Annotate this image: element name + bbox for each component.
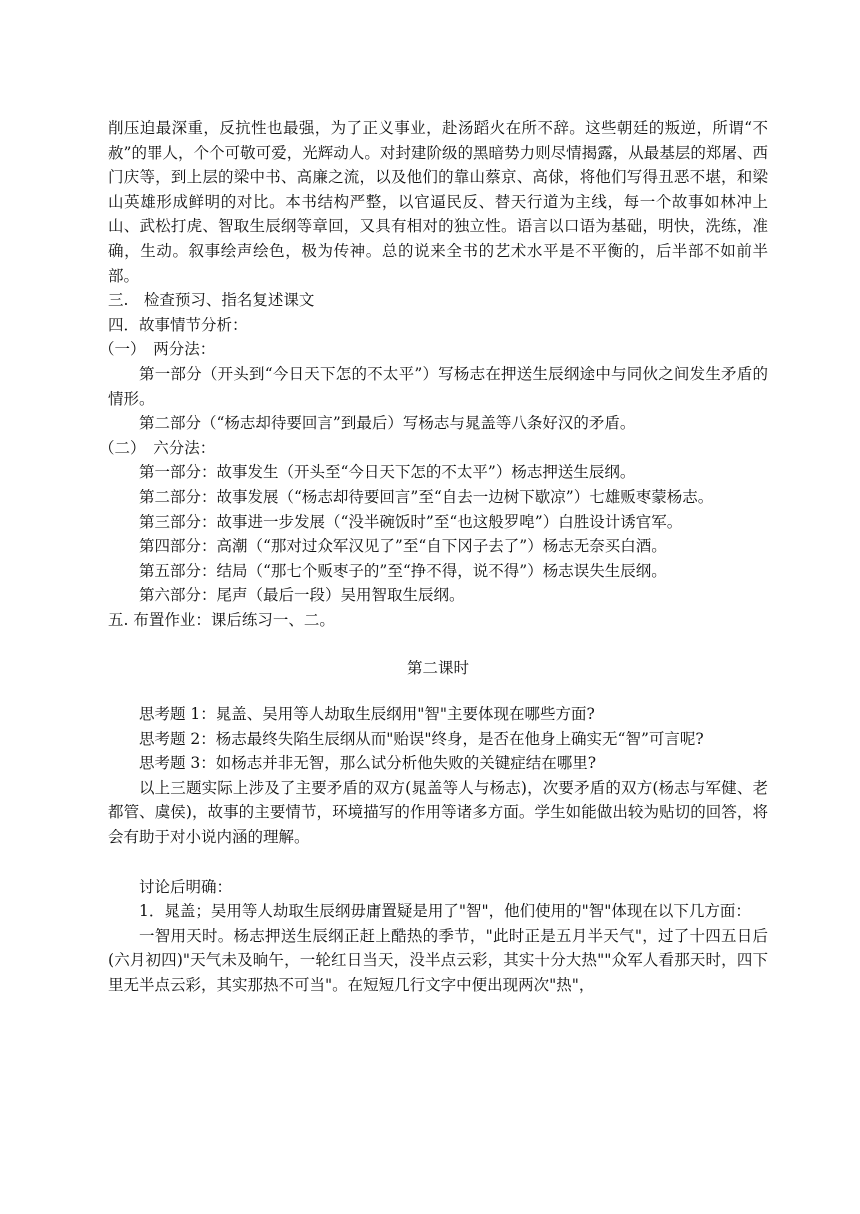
section-5-heading: 五. 布置作业：课后练习一、二。 — [108, 610, 335, 629]
list-item: 第四部分：高潮（“那对过众军汉见了”至“自下冈子去了”）杨志无奈买白酒。 — [139, 537, 667, 556]
list-item: 第三部分：故事进一步发展（“没半碗饭时”至“也这般罗唣”）白胜设计诱官军。 — [139, 512, 683, 531]
question-item: 思考题 2：杨志最终失陷生辰纲从而"贻误"终身，是否在他身上确实无“智”可言呢? — [139, 729, 704, 748]
list-item: 第六部分：尾声（最后一段）吴用智取生辰纲。 — [139, 586, 465, 605]
list-item: 第二部分：故事发展（“杨志却待要回言”至“自去一边树下歇凉”）七雄贩枣蒙杨志。 — [139, 487, 714, 506]
list-item: 第一部分：故事发生（开头至“今日天下怎的不太平”）杨志押送生辰纲。 — [139, 463, 636, 482]
section-4-heading: 四．故事情节分析： — [108, 315, 248, 334]
lesson-2-title: 第二课时 — [406, 659, 469, 678]
question-item: 思考题 3：如杨志并非无智，那么试分析他失败的关键症结在哪里? — [139, 754, 597, 773]
document-page — [99, 116, 768, 998]
subsection-1-title: （一） 两分法： — [99, 340, 216, 359]
questions-note: 以上三题实际上涉及了主要矛盾的双方(晁盖等人与杨志)，次要矛盾的双方(杨志与军健、老都管、虞侯)，故事的主要情节，环境描写的作用等诸多方面。学生如能做出较为贴切的回答，将会有助于对小说内涵的理解。 — [108, 778, 768, 847]
subsection-2-title: （二） 六分法： — [99, 438, 216, 457]
point-1-detail: 一智用天时。杨志押送生辰纲正赶上酷热的季节，"此时正是五月半天气"，过了十四五日后(六月初四)"天气未及晌午，一轮红日当天，没半点云彩，其实十分大热""众军人看那天时，四下里无半点云彩，其实那热不可当"。在短短几行文字中便出现两次"热"， — [108, 926, 768, 994]
discussion-label: 讨论后明确： — [139, 877, 233, 896]
list-item: 第一部分（开头到“今日天下怎的不太平”）写杨志在押送生辰纲途中与同伙之间发生矛盾的情形。 — [108, 364, 768, 408]
section-3-heading: 三. 检查预习、指名复述课文 — [108, 291, 315, 310]
question-item: 思考题 1：晁盖、吴用等人劫取生辰纲用"智"主要体现在哪些方面? — [139, 705, 595, 724]
list-item: 第二部分（“杨志却待要回言”到最后）写杨志与晁盖等八条好汉的矛盾。 — [139, 414, 636, 433]
point-1: 1．晁盖；吴用等人劫取生辰纲毋庸置疑是用了"智"，他们使用的"智"体现在以下几方面： — [139, 902, 751, 921]
list-item: 第五部分：结局（“那七个贩枣子的”至“挣不得，说不得”）杨志误失生辰纲。 — [139, 561, 667, 580]
intro-paragraph: 削压迫最深重，反抗性也最强，为了正义事业，赴汤蹈火在所不辞。这些朝廷的叛逆，所谓“不赦”的罪人，个个可敬可爱，光辉动人。对封建阶级的黑暗势力则尽情揭露，从最基层的郑屠、西门庆等，到上层的梁中书、高廉之流，以及他们的靠山蔡京、高俅，将他们写得丑恶不堪，和梁山英雄形成鲜明的对比。本书结构严整，以官逼民反、替天行道为主线，每一个故事如林冲上山、武松打虎、智取生辰纲等章回，又具有相对的独立性。语言以口语为基础，明快，洗练，准确，生动。叙事绘声绘色，极为传神。总的说来全书的艺术水平是不平衡的，后半部不如前半部。 — [108, 119, 768, 285]
